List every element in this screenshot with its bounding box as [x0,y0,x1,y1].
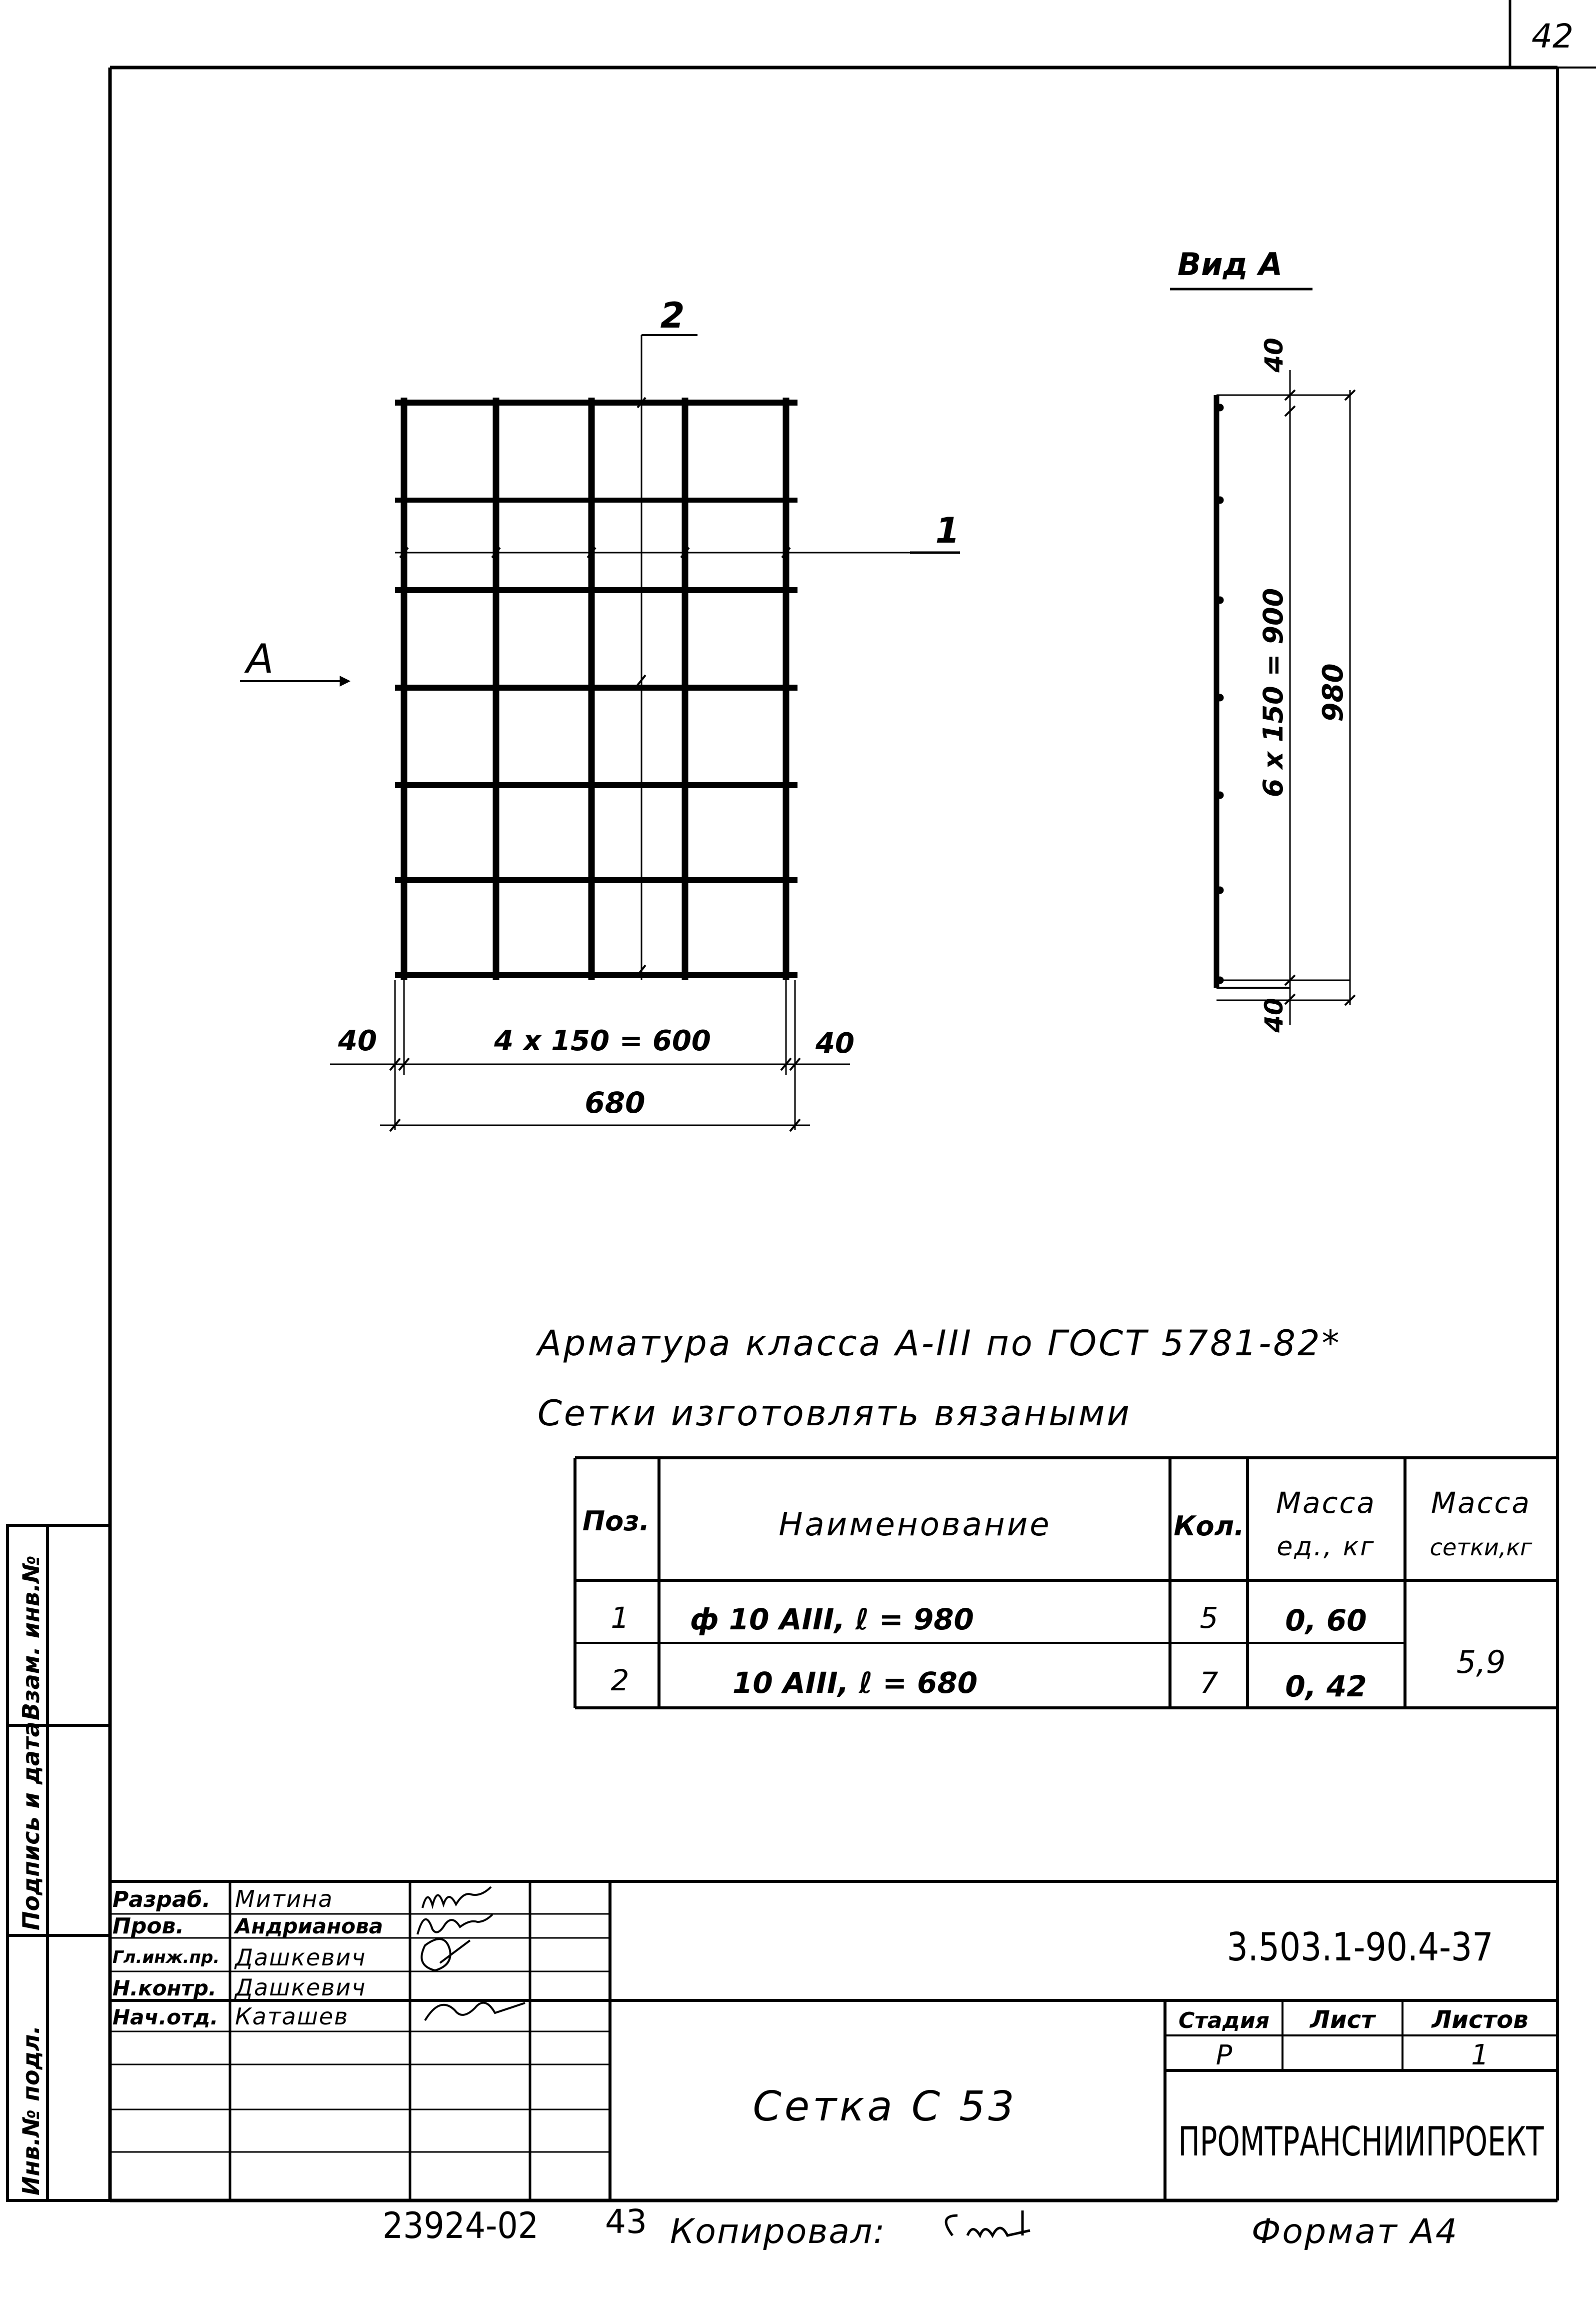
name-developer: Митина [235,1885,334,1912]
copier-signature [946,2210,1030,2235]
side-stamp-signature-date: Подпись и дата [18,1721,44,1930]
side-stamp-inv-original: Инв.№ подл. [18,2025,44,2195]
spec-mesh-mass: 5,9 [1456,1644,1506,1680]
spec-header-qty: Кол. [1174,1510,1244,1542]
spec-header-mesh-mass-2: сетки,кг [1430,1534,1532,1561]
role-developer: Разраб. [112,1887,211,1912]
spec-header-mesh-mass-1: Масса [1431,1486,1531,1520]
view-a-top-offset: 40 [1260,338,1288,373]
spec-row-1-unit-mass: 0, 60 [1285,1603,1367,1637]
role-checker: Пров. [112,1913,184,1939]
role-chief-engineer: Гл.инж.пр. [112,1947,220,1967]
format-label: Формат А4 [1251,2212,1459,2251]
role-norm-control: Н.контр. [112,1976,216,2000]
mesh-dim-total: 680 [584,1086,646,1120]
name-department-head: Каташев [235,2003,349,2030]
mesh-dim-left: 40 [338,1025,377,1057]
sheet-label: Лист [1310,2006,1375,2034]
role-department-head: Нач.отд. [112,2005,218,2029]
view-a-marker: А [246,636,274,682]
stage-label: Стадия [1178,2008,1270,2033]
mesh-plan [240,335,960,1131]
view-a-title: Вид А [1177,246,1283,283]
mesh-dim-middle: 4 x 150 = 600 [494,1025,711,1057]
document-code: 3.503.1-90.4-37 [1226,1924,1494,1970]
copied-by-label: Копировал: [670,2212,886,2251]
name-checker: Андрианова [235,1914,384,1938]
spec-row-2-qty: 7 [1200,1666,1218,1700]
name-chief-engineer: Дашкевич [235,1944,366,1971]
side-stamp-replaced-inv: Взам. инв.№ [18,1555,44,1720]
stage-value: Р [1216,2039,1232,2071]
sheet-frame [110,0,1596,2200]
spec-row-2-unit-mass: 0, 42 [1285,1669,1367,1703]
view-a-bottom-offset: 40 [1260,998,1288,1033]
spec-table [575,1458,1558,1708]
page-number: 42 [1532,17,1574,56]
copy-number: 43 [605,2202,647,2241]
mesh-dim-right: 40 [816,1027,854,1060]
archive-number: 23924-02 [382,2204,538,2247]
name-norm-control: Дашкевич [235,1974,366,2001]
section-2-label: 2 [660,295,685,336]
section-1-label: 1 [935,510,960,551]
sheets-value: 1 [1471,2039,1489,2071]
view-a-spacing: 6 x 150 = 900 [1258,588,1289,798]
spec-header-pos: Поз. [582,1505,650,1537]
spec-header-unit-mass-2: ед., кг [1276,1532,1376,1562]
spec-row-2-pos: 2 [610,1663,630,1697]
spec-row-2-name: 10 АIII, ℓ = 680 [732,1666,978,1700]
organization: ПРОМТРАНСНИИПРОЕКТ [1178,2118,1544,2165]
view-a-total: 980 [1317,663,1350,722]
sheets-label: Листов [1432,2006,1528,2034]
drawing-title: Сетка С 53 [752,2083,1018,2130]
spec-row-1-pos: 1 [610,1601,630,1635]
spec-header-name: Наименование [778,1506,1052,1543]
note-mesh-tied: Сетки изготовлять вязаными [538,1393,1132,1434]
spec-row-1-qty: 5 [1200,1601,1218,1635]
note-reinforcement-class: Арматура класса А-ІІІ по ГОСТ 5781-82* [538,1323,1342,1364]
spec-row-1-name: ф 10 АIII, ℓ = 980 [690,1602,974,1636]
spec-header-unit-mass-1: Масса [1276,1486,1376,1520]
